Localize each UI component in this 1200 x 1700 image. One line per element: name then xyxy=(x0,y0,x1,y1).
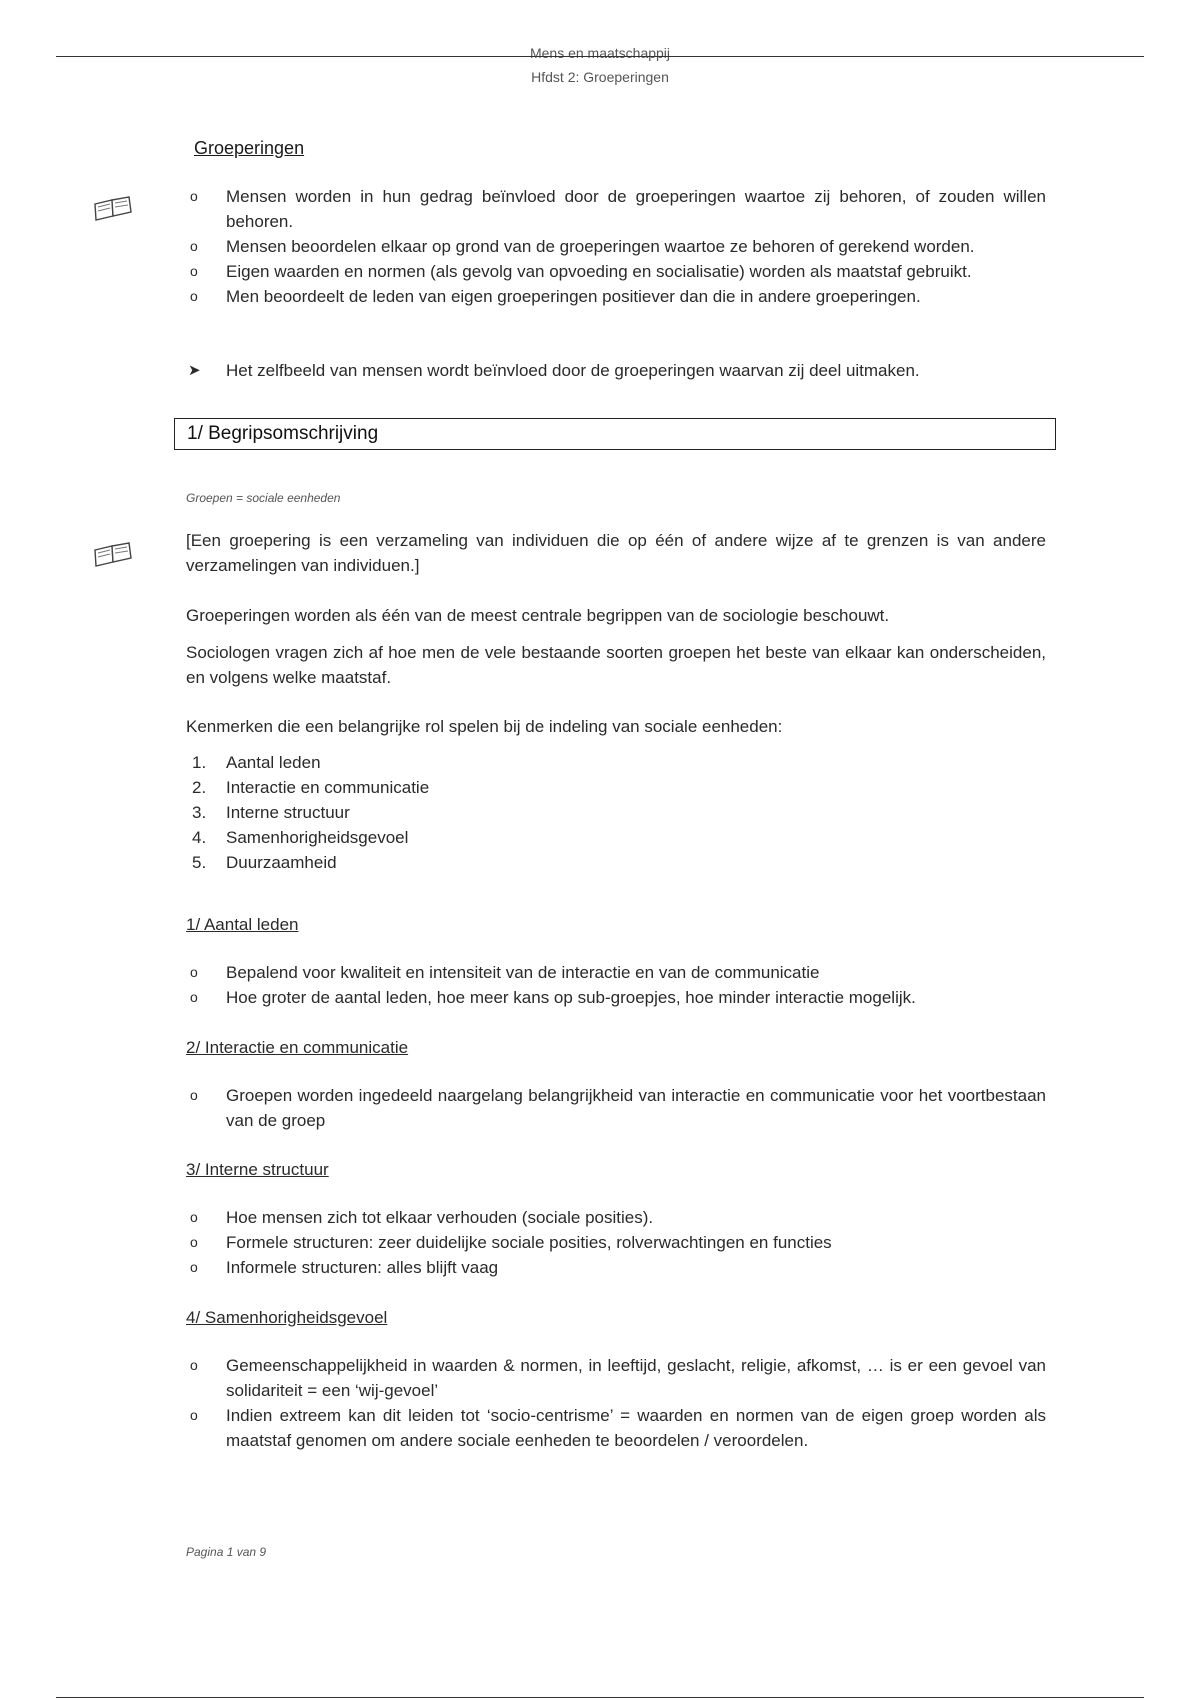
circle-bullet-icon: o xyxy=(190,964,198,980)
list-item: 1. Aantal leden xyxy=(192,753,321,772)
circle-bullet-icon: o xyxy=(190,238,198,254)
list-item: o Formele structuren: zeer duidelijke sociale posities, rolverwachtingen en functies xyxy=(186,1230,1046,1255)
list-item: o Men beoordeelt de leden van eigen groeperingen positiever dan die in andere groeperingen. xyxy=(186,284,1046,309)
circle-bullet-icon: o xyxy=(190,288,198,304)
list-item: o Bepalend voor kwaliteit en intensiteit van de interactie en van de communicatie xyxy=(186,960,1046,985)
subsection-title-samenhorigheidsgevoel: 4/ Samenhorigheidsgevoel xyxy=(186,1308,388,1327)
subsection-bullet-list xyxy=(186,1083,1046,1133)
open-book-icon xyxy=(92,540,134,568)
list-item: o Hoe mensen zich tot elkaar verhouden (sociale posities). xyxy=(186,1205,1046,1230)
paragraph: Kenmerken die een belangrijke rol spelen bij de indeling van sociale eenheden: xyxy=(186,717,783,736)
list-item: o Mensen beoordelen elkaar op grond van de groeperingen waartoe ze behoren of gerekend worden. xyxy=(186,234,1046,259)
paragraph: Groeperingen worden als één van de meest centrale begrippen van de sociologie beschouwt. xyxy=(186,606,890,625)
section-header-begripsomschrijving: 1/ Begripsomschrijving xyxy=(174,418,1056,450)
list-item: o Groepen worden ingedeeld naargelang belangrijkheid van interactie en communicatie voor het voortbestaan van de groep xyxy=(186,1083,1046,1133)
intro-conclusion xyxy=(186,358,1046,383)
circle-bullet-icon: o xyxy=(190,989,198,1005)
arrowhead-bullet-icon: ➤ xyxy=(188,362,201,379)
subsection-bullet-list xyxy=(186,1353,1046,1453)
paragraph: Sociologen vragen zich af hoe men de vele bestaande soorten groepen het beste van elkaar kan onderscheiden, en volgens welke maatstaf. xyxy=(186,643,1046,687)
list-item: o Hoe groter de aantal leden, hoe meer kans op sub-groepjes, hoe minder interactie mogelijk. xyxy=(186,985,1046,1010)
list-item: o Eigen waarden en normen (als gevolg van opvoeding en socialisatie) worden als maatstaf gebruikt. xyxy=(186,259,1046,284)
header-course: Mens en maatschappij xyxy=(529,45,671,61)
subsection-title-interactie: 2/ Interactie en communicatie xyxy=(186,1038,409,1057)
header-chapter: Hfdst 2: Groeperingen xyxy=(531,69,669,85)
list-item: o Gemeenschappelijkheid in waarden & normen, in leeftijd, geslacht, religie, afkomst, … is er een gevoel van solidariteit = een ‘wij-gevoel’ xyxy=(186,1353,1046,1403)
features-list xyxy=(186,750,1046,875)
circle-bullet-icon: o xyxy=(190,188,198,204)
list-item: o Mensen worden in hun gedrag beïnvloed door de groeperingen waartoe zij behoren, of zouden willen behoren. xyxy=(186,184,1046,234)
open-book-icon xyxy=(92,194,134,222)
footer-rule xyxy=(56,1697,1144,1698)
subsection-bullet-list xyxy=(186,1205,1046,1280)
circle-bullet-icon: o xyxy=(190,1234,198,1250)
subsection-title-aantal-leden: 1/ Aantal leden xyxy=(186,915,299,934)
definition-text: [Een groepering is een verzameling van individuen die op één of andere wijze af te grenzen is van andere verzamelingen van individuen.] xyxy=(186,531,1046,575)
list-item: ➤ Het zelfbeeld van mensen wordt beïnvloed door de groeperingen waarvan zij deel uitmaken. xyxy=(186,358,1046,383)
circle-bullet-icon: o xyxy=(190,1407,198,1423)
subsection-bullet-list xyxy=(186,960,1046,1010)
circle-bullet-icon: o xyxy=(190,1087,198,1103)
page-number: Pagina 1 van 9 xyxy=(186,1545,267,1559)
circle-bullet-icon: o xyxy=(190,1259,198,1275)
list-item: 4. Samenhorigheidsgevoel xyxy=(192,828,409,847)
list-item: 5. Duurzaamheid xyxy=(192,853,337,872)
circle-bullet-icon: o xyxy=(190,1357,198,1373)
subsection-title-interne-structuur: 3/ Interne structuur xyxy=(186,1160,329,1179)
circle-bullet-icon: o xyxy=(190,263,198,279)
list-item: 3. Interne structuur xyxy=(192,803,350,822)
circle-bullet-icon: o xyxy=(190,1209,198,1225)
list-item: o Indien extreem kan dit leiden tot ‘socio-centrisme’ = waarden en normen van de eigen groep worden als maatstaf genomen om andere sociale eenheden te beoordelen / veroordelen. xyxy=(186,1403,1046,1453)
section-note: Groepen = sociale eenheden xyxy=(186,491,341,505)
header-rule xyxy=(56,56,1144,57)
intro-title: Groeperingen xyxy=(194,138,305,158)
intro-bullet-list xyxy=(186,184,1046,309)
list-item: o Informele structuren: alles blijft vaag xyxy=(186,1255,1046,1280)
list-item: 2. Interactie en communicatie xyxy=(192,778,430,797)
